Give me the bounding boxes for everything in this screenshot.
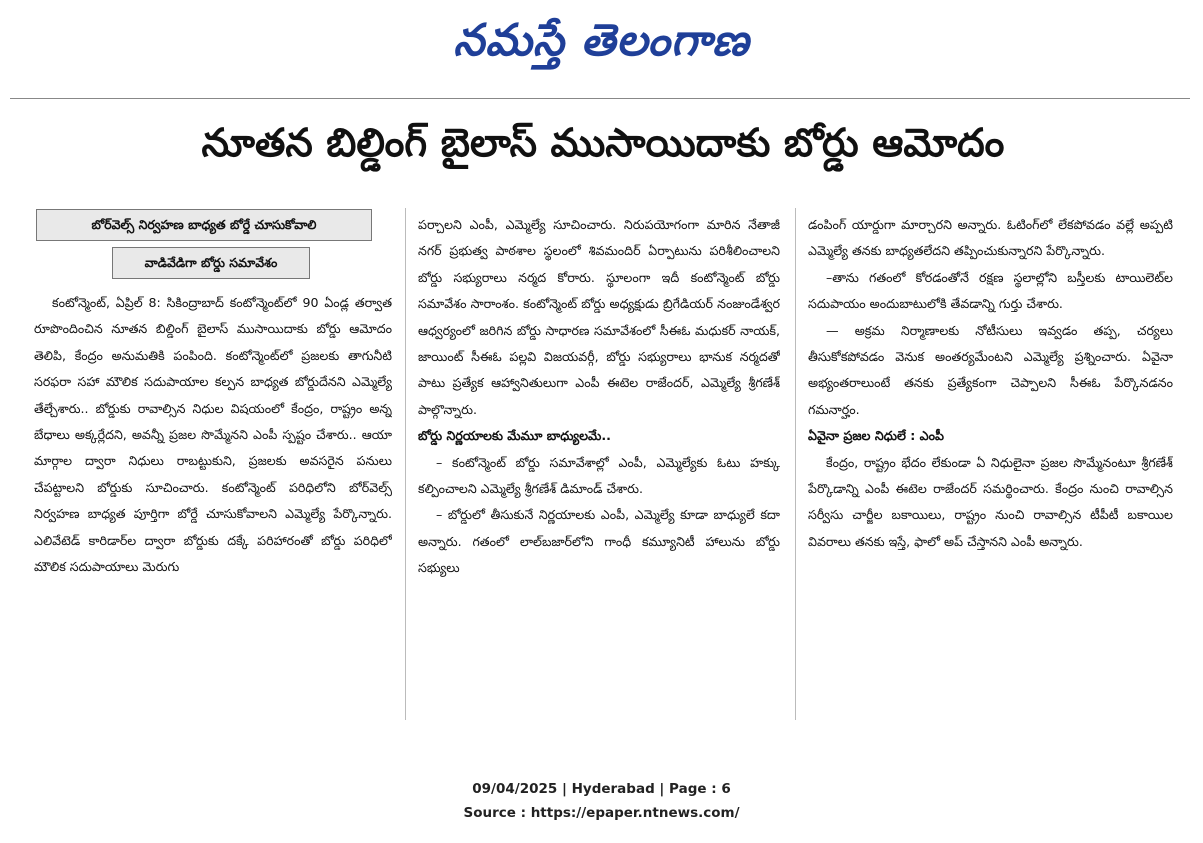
section-heading: బోర్డు నిర్ణయాలకు మేమూ బాధ్యులమే.. <box>418 428 611 444</box>
section-heading: ఏవైనా ప్రజల నిధులే : ఎంపీ <box>808 428 944 444</box>
article-column-1 <box>34 290 392 715</box>
article-paragraph: – బోర్డులో తీసుకునే నిర్ణయాలకు ఎంపీ, ఎమ్మెల్యే కూడా బాధ్యులే కదా అన్నారు. గతంలో లాల్‌బజార్‌లోని గాంధీ కమ్యూనిటీ హాలును బోర్డు సభ్యులు <box>418 507 780 576</box>
subheading-1: బోర్‌వెల్స్ నిర్వహణ బాధ్యత బోర్డే చూసుకోవాలి <box>36 209 372 241</box>
article-paragraph: – కంటోన్మెంట్ బోర్డు సమావేశాల్లో ఎంపీ, ఎమ్మెల్యేకు ఓటు హక్కు కల్పించాలని ఎమ్మెల్యే శ్రీగణేశ్ డిమాండ్ చేశారు. <box>418 454 780 497</box>
article-paragraph: — అక్రమ నిర్మాణాలకు నోటీసులు ఇవ్వడం తప్ప, చర్యలు తీసుకోకపోవడం వెనుక అంతర్యమేంటని ఎమ్మెల్యే ప్రశ్నించారు. ఏవైనా అభ్యంతరాలుంటే తనకు ప్రత్యేకంగా చెప్పాలని సీఈఓ పేర్కొనడనం గమనార్హం. <box>808 322 1173 417</box>
article-column-2 <box>418 212 780 722</box>
masthead-divider <box>10 98 1190 99</box>
article-paragraph: డంపింగ్ యార్డుగా మార్చారని అన్నారు. ఓటింగ్‌లో లేకపోవడం వల్లే అప్పటి ఎమ్మెల్యే తనకు బాధ్యతలేదని తప్పించుకున్నారని పేర్కొన్నారు. <box>808 217 1173 259</box>
article-paragraph: –తాను గతంలో కోరడంతోనే రక్షణ స్థలాల్లోని బస్తీలకు టాయిలెట్‌ల సదుపాయం అందుబాటులోకి తేవడాన్ని గుర్తు చేశారు. <box>808 269 1173 312</box>
newspaper-masthead: నమస్తే తెలంగాణ <box>453 15 750 66</box>
article-column-3 <box>808 212 1173 717</box>
article-headline: నూతన బిల్డింగ్ బైలాస్ ముసాయిదాకు బోర్డు ఆమోదం <box>201 121 1005 166</box>
column-divider-2 <box>795 208 796 720</box>
column-divider-1 <box>405 208 406 720</box>
footer-source-line: Source : https://epaper.ntnews.com/ <box>463 805 740 821</box>
article-paragraph: పర్చాలని ఎంపీ, ఎమ్మెల్యే సూచించారు. నిరుపయోగంగా మారిన నేతాజీ నగర్ ప్రభుత్వ పాఠశాల స్థలంలో శివమందిర్ ఏర్పాటును పరిశీలించాలని బోర్డు సభ్యురాలు నర్మద కోరారు. స్థూలంగా ఇదీ కంటోన్మెంట్ బోర్డు సమావేశం సారాంశం. కంటోన్మెంట్ బోర్డు అధ్యక్షుడు బ్రిగేడియర్ నంజుండేశ్వర ఆధ్వర్యంలో జరిగిన బోర్డు సాధారణ సమావేశంలో సీఈఓ మధుకర్ నాయక్, జాయింట్ సీఈఓ పల్లవి విజయవర్గీ, బోర్డు సభ్యురాలు భానుక నర్మదతో పాటు ప్రత్యేక ఆహ్వానితులుగా ఎంపీ ఈటెల రాజేందర్, ఎమ్మెల్యే శ్రీగణేశ్ పాల్గొన్నారు. <box>418 217 780 417</box>
article-paragraph: కంటోన్మెంట్, ఏప్రిల్ 8: సికింద్రాబాద్ కంటోన్మెంట్‌లో 90 ఏండ్ల తర్వాత రూపొందించిన నూతన బిల్డింగ్ బైలాస్ ముసాయిదాకు బోర్డు ఆమోదం తెలిపి, కేంద్రం అనుమతికి పంపింది. కంటోన్మెంట్‌లో ప్రజలకు తాగునీటి సరఫరా సహా మౌలిక సదుపాయాల కల్పన బాధ్యత బోర్డుదేనని ఎమ్మెల్యే తేల్చేశారు.. బోర్డుకు రావాల్సిన నిధుల విషయంలో కేంద్రం, రాష్ట్రం అన్న బేధాలు అక్కర్లేదని, అవన్నీ ప్రజల సొమ్మేనని ఎంపీ స్పష్టం చేశారు.. ఆయా మార్గాల ద్వారా నిధులు రాబట్టుకుని, ప్రజలకు అవసరైన పనులు చేపట్టాలని బోర్డుకు సూచించారు. కంటోన్మెంట్ పరిధిలోని బోర్‌వెల్స్ నిర్వహణ బాధ్యత పూర్తిగా బోర్డే చూసుకోవాలని ఎమ్మెల్యే పేర్కొన్నారు. ఎలివేటెడ్ కారిడార్‌ల ద్వారా బోర్డుకు దక్కే పరిహారంతో బోర్డు పరిధిలో మౌలిక సదుపాయాలు మెరుగు <box>34 295 392 575</box>
subheading-2: వాడివేడిగా బోర్డు సమావేశం <box>112 247 310 279</box>
article-paragraph: కేంద్రం, రాష్ట్రం భేదం లేకుండా ఏ నిధులైనా ప్రజల సొమ్మేనంటూ శ్రీగణేశ్ పేర్కొడాన్ని ఎంపీ ఈటెల రాజేందర్ సమర్థించారు. కేంద్రం నుంచి రావాల్సిన సర్వీసు చార్జీల బకాయిలు, రాష్ట్రం నుంచి రావాల్సిన టీపీటీ బకాయిల వివరాలు తనకు ఇస్తే, ఫాలో అప్ చేస్తానని ఎంపీ అన్నారు. <box>808 454 1173 549</box>
footer-date-line: 09/04/2025 | Hyderabad | Page : 6 <box>472 781 731 797</box>
